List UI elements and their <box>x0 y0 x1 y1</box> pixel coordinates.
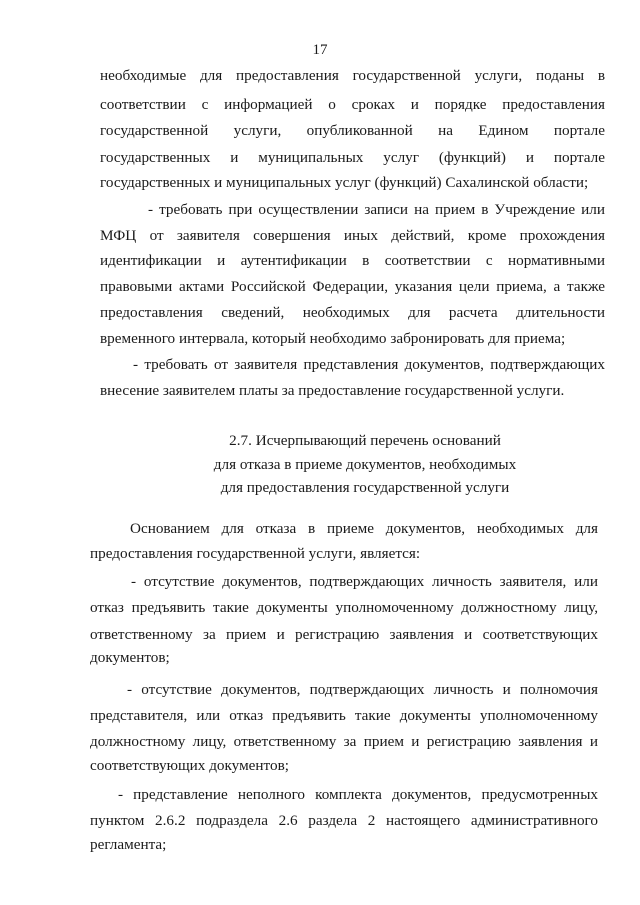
text-line: государственных и муниципальных услуг (функций) и портале <box>100 149 605 166</box>
text-line: регламента; <box>90 836 167 853</box>
section-heading-line: для предоставления государственной услуги <box>220 479 510 496</box>
text-line: представителя, или отказ предъявить такие документы уполномоченному <box>90 707 598 724</box>
text-line: соответствии с информацией о сроках и порядке предоставления <box>100 96 605 113</box>
text-line: - требовать от заявителя представления документов, подтверждающих <box>133 356 605 373</box>
text-line: идентификации и аутентификации в соответствии с нормативными <box>100 252 605 269</box>
page-number: 17 <box>312 42 328 58</box>
text-line: соответствующих документов; <box>90 757 289 774</box>
text-line: предоставления сведений, необходимых для расчета длительности <box>100 304 605 321</box>
text-line: Основанием для отказа в приеме документов, необходимых для <box>130 520 598 537</box>
text-line: - требовать при осуществлении записи на прием в Учреждение или <box>148 201 605 218</box>
text-line: правовыми актами Российской Федерации, указания цели приема, а также <box>100 278 605 295</box>
section-heading-line: для отказа в приеме документов, необходимых <box>213 456 517 473</box>
text-line: ответственному за прием и регистрацию заявления и соответствующих <box>90 626 598 643</box>
text-line: отказ предъявить такие документы уполномоченному должностному лицу, <box>90 599 598 616</box>
text-line: документов; <box>90 649 170 666</box>
text-line: - представление неполного комплекта документов, предусмотренных <box>118 786 598 803</box>
text-line: временного интервала, который необходимо забронировать для приема; <box>100 330 566 347</box>
text-line: - отсутствие документов, подтверждающих личность заявителя, или <box>131 573 598 590</box>
text-line: государственной услуги, опубликованной на Едином портале <box>100 122 605 139</box>
text-line: необходимые для предоставления государственной услуги, поданы в <box>100 67 605 84</box>
text-line: предоставления государственной услуги, является: <box>90 545 421 562</box>
text-line: государственных и муниципальных услуг (функций) Сахалинской области; <box>100 174 589 191</box>
section-heading-line: 2.7. Исчерпывающий перечень оснований <box>229 432 501 449</box>
text-line: МФЦ от заявителя совершения иных действий, кроме прохождения <box>100 227 605 244</box>
text-line: внесение заявителем платы за предоставление государственной услуги. <box>100 382 565 399</box>
text-line: пунктом 2.6.2 подраздела 2.6 раздела 2 настоящего административного <box>90 812 598 829</box>
text-line: должностному лицу, ответственному за прием и регистрацию заявления и <box>90 733 598 750</box>
text-line: - отсутствие документов, подтверждающих личность и полномочия <box>127 681 598 698</box>
